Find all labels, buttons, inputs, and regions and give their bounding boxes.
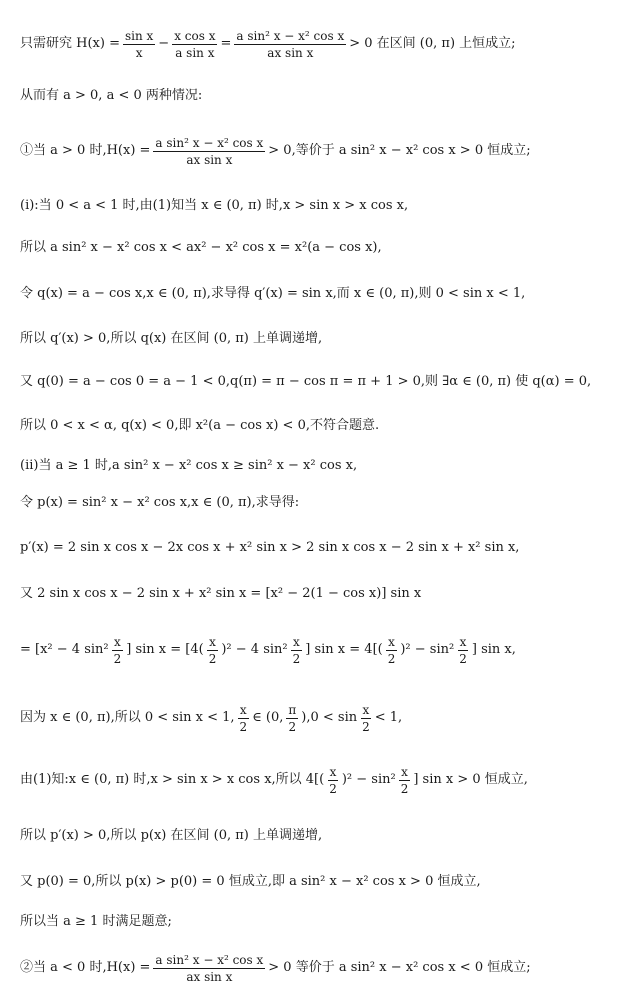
fraction <box>457 634 469 667</box>
fraction-numerator: x <box>401 764 408 779</box>
line-text: 因为 x ∈ (0, π),所以 0 < sin x < 1, <box>20 710 235 725</box>
operator-text: = <box>220 36 232 51</box>
operator-text: ] sin x = 4[( <box>305 642 383 657</box>
fraction-numerator: x cos x <box>174 28 216 43</box>
line-text: (ii)当 a ≥ 1 时,a sin² x − x² cos x ≥ sin² x − x² cos x, <box>20 458 358 473</box>
fraction-denominator: ax sin x <box>186 969 233 984</box>
operator-text: − <box>158 36 170 51</box>
fraction-numerator: x <box>293 634 300 649</box>
fraction-denominator: 2 <box>292 651 301 666</box>
line-text: 所以 a sin² x − x² cos x < ax² − x² cos x = x²(a − cos x), <box>20 240 382 255</box>
fraction-numerator: x <box>388 634 395 649</box>
fraction-numerator: a sin² x − x² cos x <box>155 135 264 150</box>
fraction <box>153 952 265 985</box>
line-5 <box>20 238 635 258</box>
line-text: 所以 0 < x < α, q(x) < 0,即 x²(a − cos x) < 0,不符合题意. <box>20 418 380 433</box>
line-text: > 0 等价于 a sin² x − x² cos x < 0 恒成立; <box>268 960 531 975</box>
line-10 <box>20 456 635 476</box>
fraction <box>123 28 155 61</box>
line-3 <box>20 133 635 169</box>
fraction-numerator: a sin² x − x² cos x <box>155 952 264 967</box>
line-17 <box>20 826 635 846</box>
fraction-numerator: a sin² x − x² cos x <box>236 28 345 43</box>
fraction-numerator: x <box>114 634 121 649</box>
line-text: ②当 a < 0 时,H(x) = <box>20 960 151 975</box>
line-18 <box>20 872 635 892</box>
line-13 <box>20 584 635 604</box>
fraction-denominator: 2 <box>113 651 122 666</box>
line-6 <box>20 284 635 304</box>
line-15 <box>20 698 635 738</box>
line-text: p′(x) = 2 sin x cos x − 2x cos x + x² sin x > 2 sin x cos x − 2 sin x + x² sin x, <box>20 540 520 555</box>
line-text: (i):当 0 < a < 1 时,由(1)知当 x ∈ (0, π) 时,x > sin x > x cos x, <box>20 198 409 213</box>
line-text: 从而有 a > 0, a < 0 两种情况: <box>20 88 203 103</box>
fraction-denominator: 2 <box>459 651 467 666</box>
line-11 <box>20 493 635 513</box>
fraction-denominator: 2 <box>362 719 370 734</box>
fraction-denominator: 2 <box>387 651 396 666</box>
line-12 <box>20 538 635 558</box>
line-14 <box>20 630 635 670</box>
line-text: 由(1)知:x ∈ (0, π) 时,x > sin x > x cos x,所以 4[( <box>20 772 325 787</box>
fraction-denominator: x <box>135 45 143 60</box>
fraction-numerator: x <box>239 702 247 717</box>
line-text: 所以 q′(x) > 0,所以 q(x) 在区间 (0, π) 上单调递增, <box>20 331 323 346</box>
line-text: 所以当 a ≥ 1 时满足题意; <box>20 914 172 929</box>
fraction-denominator: 2 <box>208 651 217 666</box>
line-text: ①当 a > 0 时,H(x) = <box>20 143 151 158</box>
fraction-denominator: 2 <box>400 781 409 796</box>
fraction <box>291 634 303 667</box>
operator-text: ] sin x = [4( <box>126 642 204 657</box>
line-8 <box>20 372 635 392</box>
fraction <box>112 634 124 667</box>
fraction <box>238 702 250 735</box>
line-20 <box>20 950 635 986</box>
line-19 <box>20 912 635 932</box>
fraction-denominator: 2 <box>329 781 337 796</box>
operator-text: ∈ (0, <box>252 710 284 725</box>
line-text: 只需研究 H(x) = <box>20 36 120 51</box>
line-16 <box>20 760 635 800</box>
fraction-denominator: 2 <box>288 719 297 734</box>
fraction-denominator: ax sin x <box>267 45 314 60</box>
line-9 <box>20 416 635 436</box>
fraction-numerator: x <box>329 764 337 779</box>
line-4 <box>20 196 635 216</box>
fraction-denominator: 2 <box>239 719 248 734</box>
fraction <box>360 702 372 735</box>
line-text: > 0 在区间 (0, π) 上恒成立; <box>349 36 516 51</box>
line-text: ] sin x, <box>471 642 516 657</box>
line-2 <box>20 86 635 106</box>
fraction-denominator: a sin x <box>175 45 215 60</box>
line-text: 令 q(x) = a − cos x,x ∈ (0, π),求导得 q′(x) = sin x,而 x ∈ (0, π),则 0 < sin x < 1, <box>20 286 526 301</box>
fraction-denominator: ax sin x <box>186 152 233 167</box>
fraction-numerator: x <box>209 634 216 649</box>
line-text: < 1, <box>374 710 403 725</box>
fraction-numerator: sin x <box>124 28 154 43</box>
line-text: 所以 p′(x) > 0,所以 p(x) 在区间 (0, π) 上单调递增, <box>20 828 323 843</box>
line-text: 令 p(x) = sin² x − x² cos x,x ∈ (0, π),求导得: <box>20 495 300 510</box>
operator-text: )² − 4 sin² <box>221 642 288 657</box>
operator-text: ),0 < sin <box>301 710 358 725</box>
line-text: = [x² − 4 sin² <box>20 642 109 657</box>
fraction <box>234 28 346 61</box>
line-7 <box>20 329 635 349</box>
operator-text: )² − sin² <box>341 772 396 787</box>
fraction <box>153 135 265 168</box>
fraction-numerator: x <box>459 634 467 649</box>
line-1 <box>20 26 635 62</box>
line-text: 又 2 sin x cos x − 2 sin x + x² sin x = [x² − 2(1 − cos x)] sin x <box>20 586 422 601</box>
line-text: > 0,等价于 a sin² x − x² cos x > 0 恒成立; <box>268 143 531 158</box>
fraction <box>207 634 219 667</box>
line-text: 又 q(0) = a − cos 0 = a − 1 < 0,q(π) = π − cos π = π + 1 > 0,则 ∃α ∈ (0, π) 使 q(α) = 0, <box>20 374 592 389</box>
fraction <box>327 764 339 797</box>
fraction-numerator: x <box>362 702 370 717</box>
fraction-numerator: π <box>288 702 297 717</box>
line-text: ] sin x > 0 恒成立, <box>413 772 528 787</box>
fraction <box>386 634 398 667</box>
fraction <box>172 28 217 61</box>
fraction <box>399 764 411 797</box>
operator-text: )² − sin² <box>400 642 455 657</box>
fraction <box>286 702 298 735</box>
line-text: 又 p(0) = 0,所以 p(x) > p(0) = 0 恒成立,即 a sin² x − x² cos x > 0 恒成立, <box>20 874 481 889</box>
